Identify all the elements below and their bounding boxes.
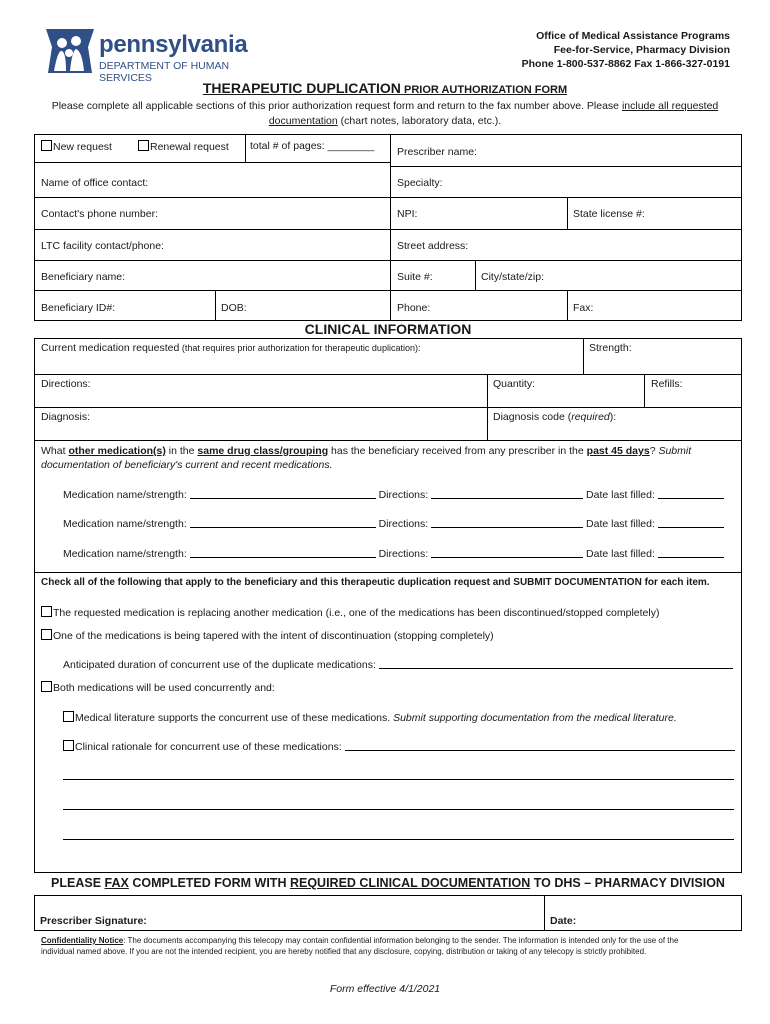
signature-date-field[interactable]: Date: xyxy=(550,915,577,927)
prescriber-name-field[interactable]: Prescriber name: xyxy=(397,146,477,158)
clinical-rationale-checkbox[interactable]: Clinical rationale for concurrent use of these medications: xyxy=(63,740,735,753)
fax-field[interactable]: Fax: xyxy=(573,302,594,314)
replacing-medication-checkbox[interactable]: The requested medication is replacing another medication (i.e., one of the medications has been discontinued/stopped completely) xyxy=(41,606,659,619)
beneficiary-name-field[interactable]: Beneficiary name: xyxy=(41,271,126,283)
medical-literature-checkbox[interactable]: Medical literature supports the concurrent use of these medications. Submit supporting documentation from the medical literature. xyxy=(63,711,677,724)
tapering-checkbox[interactable]: One of the medications is being tapered with the intent of discontinuation (stopping completely) xyxy=(41,629,494,642)
quantity-field[interactable]: Quantity: xyxy=(493,378,536,390)
anticipated-duration-field[interactable]: Anticipated duration of concurrent use of the duplicate medications: xyxy=(63,658,733,671)
fax-notice: PLEASE FAX COMPLETED FORM WITH REQUIRED CLINICAL DOCUMENTATION TO DHS – PHARMACY DIVISION xyxy=(51,876,725,890)
office-name: Office of Medical Assistance Programs xyxy=(536,30,730,42)
suite-field[interactable]: Suite #: xyxy=(397,271,433,283)
other-med-row[interactable]: Medication name/strength: Directions: Date last filled: xyxy=(63,517,724,530)
contact-phone-fax: Phone 1-800-537-8862 Fax 1-866-327-0191 xyxy=(521,58,730,70)
directions-field[interactable]: Directions: xyxy=(41,378,91,390)
rationale-line[interactable] xyxy=(63,809,734,810)
confidentiality-notice: Confidentiality Notice: The documents accompanying this telecopy may contain confidential information belonging to the sender. The information is intended only for the use of the individual named above. If you are not the intended recipient, you are hereby notified that any disclosure, copying, distribution or taking of any telecopy is strictly prohibited. xyxy=(41,936,679,956)
other-med-row[interactable]: Medication name/strength: Directions: Date last filled: xyxy=(63,547,724,560)
strength-field[interactable]: Strength: xyxy=(589,342,632,354)
title-sub: PRIOR AUTHORIZATION FORM xyxy=(400,84,568,96)
other-med-row[interactable]: Medication name/strength: Directions: Date last filled: xyxy=(63,488,724,501)
renewal-request-checkbox[interactable]: Renewal request xyxy=(138,140,229,153)
city-state-zip-field[interactable]: City/state/zip: xyxy=(481,271,545,283)
new-request-checkbox[interactable]: New request xyxy=(41,140,112,153)
ltc-facility-field[interactable]: LTC facility contact/phone: xyxy=(41,240,164,252)
intro-text: Please complete all applicable sections of this prior authorization request form and return to the fax number above. Please include all requested documentation (chart notes, laboratory data, etc.). xyxy=(51,100,719,127)
prescriber-signature-field[interactable]: Prescriber Signature: xyxy=(40,915,147,927)
npi-field[interactable]: NPI: xyxy=(397,208,418,220)
phone-field[interactable]: Phone: xyxy=(397,302,431,314)
beneficiary-id-field[interactable]: Beneficiary ID#: xyxy=(41,302,116,314)
logo-wordmark: pennsylvania xyxy=(99,31,248,58)
other-meds-question: What other medication(s) in the same drug class/grouping has the beneficiary received from any prescriber in the past 45 days? Submit documentation of beneficiary's current and recent medications. xyxy=(41,445,692,471)
checklist-heading: Check all of the following that apply to the beneficiary and this therapeutic duplication request and SUBMIT DOCUMENTATION for each item. xyxy=(41,577,710,588)
form-effective-date: Form effective 4/1/2021 xyxy=(329,983,441,995)
current-medication-field[interactable]: Current medication requested (that requires prior authorization for therapeutic duplication): xyxy=(41,342,421,354)
keystone-logo-icon xyxy=(44,27,96,75)
form-title xyxy=(0,80,770,96)
clinical-heading: CLINICAL INFORMATION xyxy=(304,321,472,337)
pa-logo xyxy=(44,27,284,84)
contact-phone-field[interactable]: Contact's phone number: xyxy=(41,208,158,220)
logo-department: DEPARTMENT OF HUMAN SERVICES xyxy=(99,60,230,84)
office-contact-field[interactable]: Name of office contact: xyxy=(41,177,149,189)
state-license-field[interactable]: State license #: xyxy=(573,208,645,220)
specialty-field[interactable]: Specialty: xyxy=(397,177,443,189)
total-pages-field[interactable]: total # of pages: ________ xyxy=(250,140,375,152)
division-name: Fee-for-Service, Pharmacy Division xyxy=(553,44,730,56)
diagnosis-field[interactable]: Diagnosis: xyxy=(41,411,91,423)
concurrent-use-checkbox[interactable]: Both medications will be used concurrently and: xyxy=(41,681,275,694)
rationale-line[interactable] xyxy=(63,839,734,840)
title-main: THERAPEUTIC DUPLICATION xyxy=(202,80,401,96)
rationale-line[interactable] xyxy=(63,779,734,780)
street-address-field[interactable]: Street address: xyxy=(397,240,469,252)
diagnosis-code-field[interactable]: Diagnosis code (required): xyxy=(493,411,617,423)
refills-field[interactable]: Refills: xyxy=(651,378,683,390)
dob-field[interactable]: DOB: xyxy=(221,302,247,314)
